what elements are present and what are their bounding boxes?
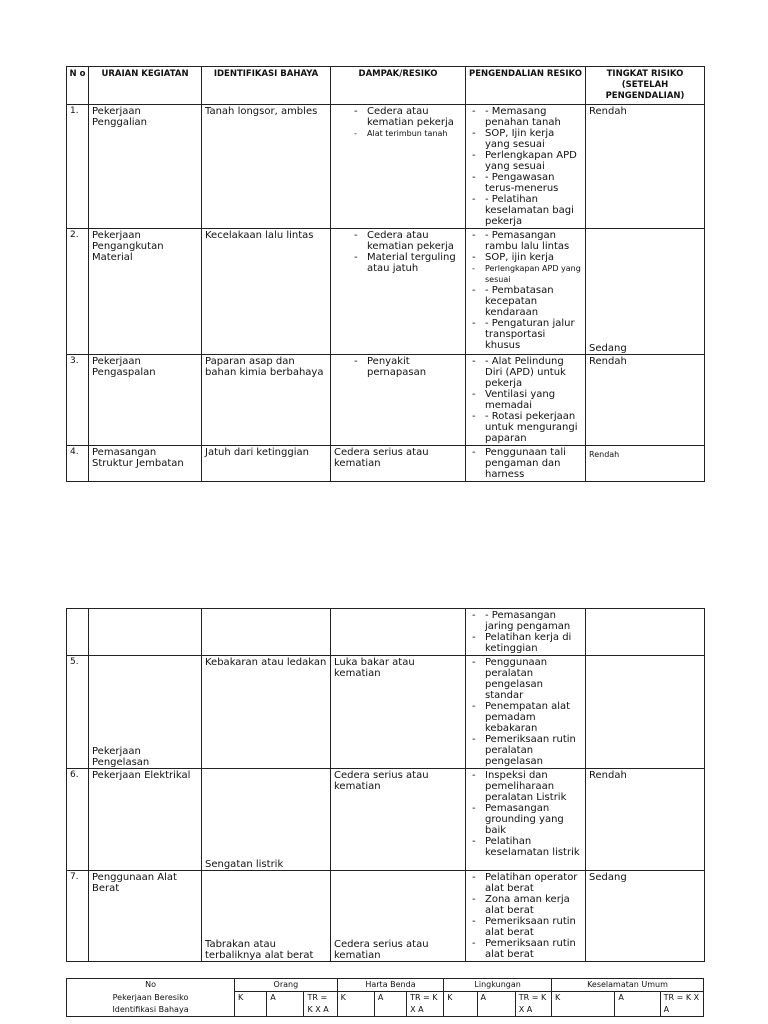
row-tingkat: Sedang (586, 871, 705, 962)
row-uraian-cell (89, 656, 202, 769)
summary-tr: TR = K X A (660, 992, 703, 1017)
row-pengendalian (466, 609, 586, 656)
row-no: 6. (67, 769, 89, 871)
pengendalian-item: - Pelatihan kerja di ketinggian (469, 632, 582, 654)
summary-group-harta: Harta Benda (337, 979, 444, 992)
dampak-item: - Cedera atau kematian pekerja (351, 230, 462, 252)
row-uraian: Pekerjaan Elektrikal (89, 769, 202, 871)
table-row (67, 229, 705, 355)
summary-group-keselamatan: Keselamatan Umum (551, 979, 703, 992)
pengendalian-item: - - Pelatihan keselamatan bagi pekerja (469, 194, 582, 227)
summary-group-orang: Orang (235, 979, 338, 992)
summary-k: K (551, 992, 614, 1017)
table-row (67, 656, 705, 769)
row-pengendalian (466, 769, 586, 871)
row-tingkat: Rendah (586, 769, 705, 871)
table-row (67, 609, 705, 656)
pengendalian-item: - Pelatihan operator alat berat (469, 872, 582, 894)
pengendalian-item: - Zona aman kerja alat berat (469, 894, 582, 916)
row-dampak: Cedera serius atau kematian (334, 939, 429, 961)
pengendalian-item: - Pemeriksaan rutin peralatan pengelasan (469, 734, 582, 767)
dampak-item: - Cedera atau kematian pekerja (351, 106, 462, 128)
row-no: 3. (67, 355, 89, 446)
row-identifikasi-cell (202, 871, 331, 962)
header-pengendalian: PENGENDALIAN RESIKO (466, 67, 586, 105)
pengendalian-item: - Pemeriksaan rutin alat berat (469, 938, 582, 960)
row-pengendalian (466, 656, 586, 769)
pengendalian-item: - - Pengaturan jalur transportasi khusus (469, 318, 582, 351)
row-uraian: Pekerjaan Pengaspalan (89, 355, 202, 446)
row-dampak-cell (331, 871, 466, 962)
row-identifikasi: Kecelakaan lalu lintas (202, 229, 331, 355)
row-uraian: Pekerjaan Pengelasan (92, 746, 150, 768)
row-identifikasi-cell (202, 769, 331, 871)
risk-summary-table (66, 978, 704, 1017)
row-no: 7. (67, 871, 89, 962)
pengendalian-item: - SOP, ijin kerja (469, 252, 582, 263)
risk-table-page-2 (66, 608, 705, 962)
risk-table-page-1 (66, 66, 705, 482)
summary-header-row (67, 979, 704, 992)
row-dampak (331, 229, 466, 355)
table-row (67, 355, 705, 446)
pengendalian-item: - Pemasangan grounding yang baik (469, 803, 582, 836)
table-header-row (67, 67, 705, 105)
row-uraian: Pekerjaan Penggalian (89, 105, 202, 229)
summary-a: A (615, 992, 660, 1017)
row-pengendalian (466, 229, 586, 355)
row-identifikasi: Jatuh dari ketinggian (202, 446, 331, 482)
pengendalian-item: - Penggunaan peralatan pengelasan standar (469, 657, 582, 701)
pengendalian-item: - - Rotasi pekerjaan untuk mengurangi paparan (469, 411, 582, 444)
row-identifikasi: Sengatan listrik (205, 859, 284, 870)
pengendalian-item: - Pelatihan keselamatan listrik (469, 836, 582, 858)
row-tingkat: Rendah (586, 105, 705, 229)
row-no: 2. (67, 229, 89, 355)
header-no: N o (67, 67, 89, 105)
row-dampak: Luka bakar atau kematian (331, 656, 466, 769)
row-pengendalian (466, 871, 586, 962)
pengendalian-item: - Perlengkapan APD yang sesuai (469, 150, 582, 172)
row-tingkat: Sedang (589, 343, 627, 354)
row-tingkat-cell (586, 229, 705, 355)
table-row (67, 769, 705, 871)
row-tingkat: Rendah (586, 355, 705, 446)
pengendalian-item: - - Alat Pelindung Diri (APD) untuk pekerja (469, 356, 582, 389)
summary-identifikasi: Identifikasi Bahaya (112, 1004, 189, 1014)
row-uraian: Pekerjaan Pengangkutan Material (89, 229, 202, 355)
summary-a: A (477, 992, 515, 1017)
pengendalian-item: - Inspeksi dan pemeliharaan peralatan Listrik (469, 770, 582, 803)
row-uraian: Pemasangan Struktur Jembatan (89, 446, 202, 482)
header-dampak: DAMPAK/RESIKO (331, 67, 466, 105)
summary-a: A (267, 992, 304, 1017)
pengendalian-item: - - Memasang penahan tanah (469, 106, 582, 128)
pengendalian-item: - - Pemasangan jaring pengaman (469, 610, 582, 632)
summary-k: K (235, 992, 267, 1017)
row-pengendalian (466, 355, 586, 446)
summary-group-lingkungan: Lingkungan (444, 979, 552, 992)
dampak-item: - Material terguling atau jatuh (351, 252, 462, 274)
row-dampak: Cedera serius atau kematian (331, 769, 466, 871)
row-uraian: Penggunaan Alat Berat (89, 871, 202, 962)
table-row (67, 105, 705, 229)
summary-no: No (67, 979, 235, 992)
dampak-item: - Penyakit pernapasan (351, 356, 462, 378)
row-no: 4. (67, 446, 89, 482)
header-uraian: URAIAN KEGIATAN (89, 67, 202, 105)
summary-k: K (337, 992, 374, 1017)
row-pengendalian (466, 446, 586, 482)
row-identifikasi: Tabrakan atau terbaliknya alat berat (205, 939, 314, 961)
summary-k: K (444, 992, 477, 1017)
header-identifikasi: IDENTIFIKASI BAHAYA (202, 67, 331, 105)
pengendalian-item: - Perlengkapan APD yang sesuai (469, 263, 582, 285)
row-identifikasi: Kebakaran atau ledakan (202, 656, 331, 769)
pengendalian-item: - - Pemasangan rambu lalu lintas (469, 230, 582, 252)
table-row (67, 871, 705, 962)
row-no: 1. (67, 105, 89, 229)
summary-tr: TR = K X A (515, 992, 551, 1017)
row-identifikasi: Paparan asap dan bahan kimia berbahaya (202, 355, 331, 446)
row-identifikasi: Tanah longsor, ambles (202, 105, 331, 229)
pengendalian-item: - Penempatan alat pemadam kebakaran (469, 701, 582, 734)
row-dampak (331, 355, 466, 446)
header-tingkat: TINGKAT RISIKO (SETELAH PENGENDALIAN) (586, 67, 705, 105)
summary-a: A (374, 992, 406, 1017)
pengendalian-item: - Ventilasi yang memadai (469, 389, 582, 411)
row-dampak: Cedera serius atau kematian (331, 446, 466, 482)
summary-tr: TR = K X A (304, 992, 337, 1017)
summary-tr: TR = K X A (407, 992, 444, 1017)
table-row (67, 446, 705, 482)
row-no: 5. (67, 656, 89, 769)
summary-pekerjaan: Pekerjaan Beresiko (112, 992, 189, 1002)
pengendalian-item: - Penggunaan tali pengaman dan harness (469, 447, 582, 480)
summary-sub-row (67, 992, 704, 1017)
row-tingkat: Rendah (586, 446, 705, 482)
pengendalian-item: - - Pembatasan kecepatan kendaraan (469, 285, 582, 318)
pengendalian-item: - SOP, Ijin kerja yang sesuai (469, 128, 582, 150)
pengendalian-item: - Pemeriksaan rutin alat berat (469, 916, 582, 938)
row-dampak (331, 105, 466, 229)
pengendalian-item: - - Pengawasan terus-menerus (469, 172, 582, 194)
row-pengendalian (466, 105, 586, 229)
dampak-item: - Alat terimbun tanah (351, 128, 462, 139)
